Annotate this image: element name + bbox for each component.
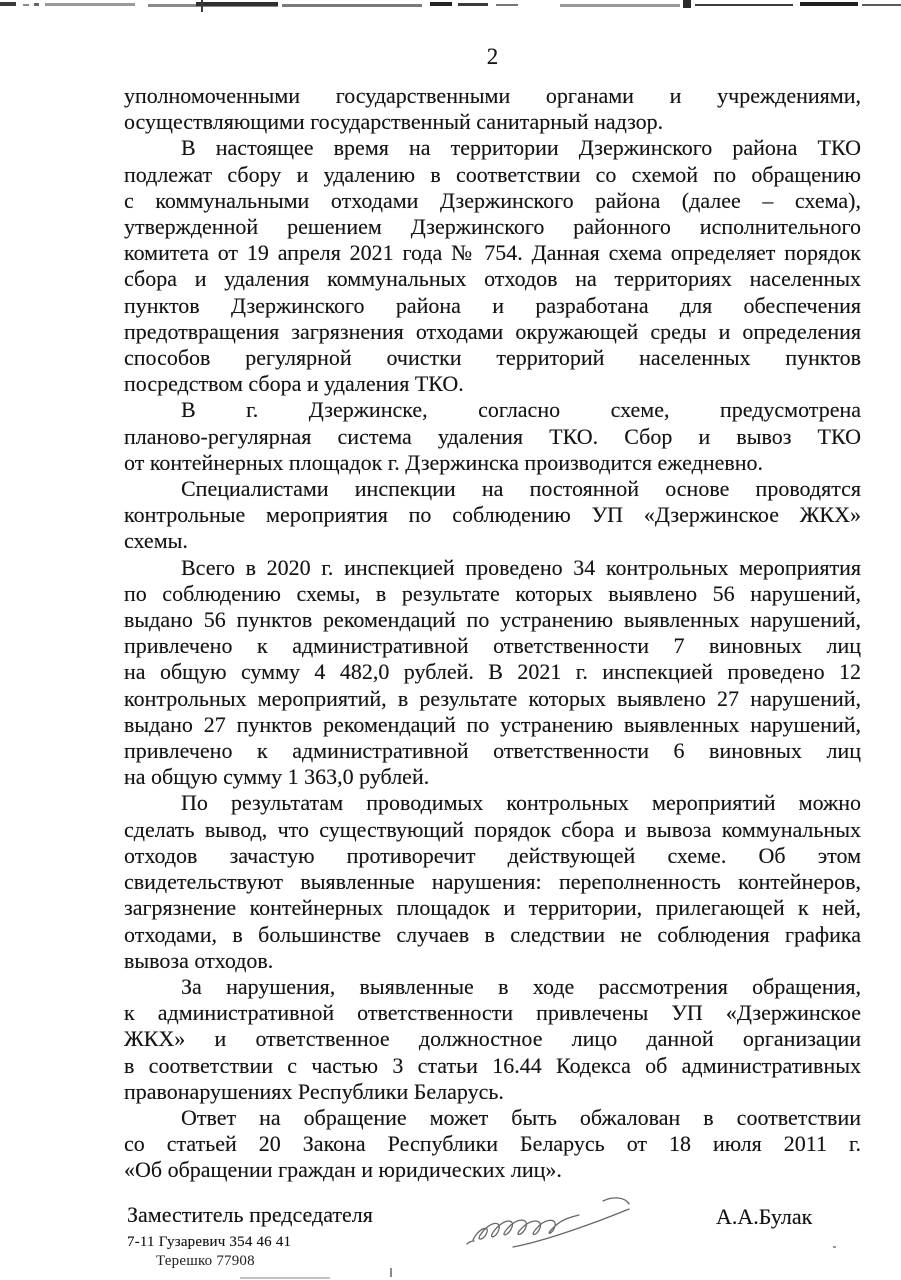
text-line: по соблюдению схемы, в результате которых выявлено 56 нарушений,	[124, 580, 861, 606]
scan-artifact-top-line	[0, 2, 16, 6]
scan-artifact-top-line	[45, 3, 135, 6]
signer-name: А.А.Булак	[716, 1204, 813, 1229]
scan-artifact-top-line	[148, 4, 278, 7]
scan-artifact-top-line	[800, 2, 858, 6]
document-body	[124, 83, 861, 1184]
text-line: контрольных мероприятий, в результате которых выявлено 27 нарушений,	[124, 685, 861, 711]
scan-artifact-top-blob	[683, 0, 691, 8]
text-line: на общую сумму 4 482,0 рублей. В 2021 г. инспекцией проведено 12	[124, 659, 861, 685]
scan-artifact-top-line	[196, 2, 278, 6]
text-line: подлежат сбору и удалению в соответствии со схемой по обращению	[124, 161, 861, 187]
scan-artifact-top-line	[430, 2, 452, 6]
text-line: отходов зачастую противоречит действующей схеме. Об этом	[124, 842, 861, 868]
text-line: предотвращения загрязнения отходами окружающей среды и определения	[124, 318, 861, 344]
text-line: привлечено к административной ответственности 7 виновных лиц	[124, 633, 861, 659]
text-line: сделать вывод, что существующий порядок сбора и вывоза коммунальных	[124, 816, 861, 842]
scan-artifact-speck	[240, 1277, 330, 1279]
text-line: отходами, в большинстве случаев в следствии не соблюдения графика	[124, 921, 861, 947]
scan-artifact-top-line	[282, 4, 422, 7]
scan-artifact-top-line	[862, 4, 901, 6]
scan-artifact-top-line	[458, 3, 488, 6]
scan-artifact-speck	[390, 1268, 392, 1277]
scan-artifact-top-line	[496, 4, 518, 6]
text-line: сбора и удаления коммунальных отходов на территориях населенных	[124, 266, 861, 292]
text-line: посредством сбора и удаления ТКО.	[124, 371, 464, 397]
scan-artifact-top-line	[695, 4, 793, 6]
text-line: уполномоченными государственными органами и учреждениями,	[124, 83, 861, 108]
text-line: Ответ на обращение может быть обжалован в соответствии	[181, 1104, 861, 1130]
text-line: планово-регулярная система удаления ТКО. Сбор и вывоз ТКО	[124, 423, 861, 449]
text-line: в соответствии с частью 3 статьи 16.44 Кодекса об административных	[124, 1052, 861, 1078]
scan-artifact-speck	[833, 1246, 836, 1248]
footer-contact-line: 7-11 Гузаревич 354 46 41	[127, 1234, 292, 1250]
scan-artifact-top-line	[34, 3, 39, 6]
text-line: В г. Дзержинске, согласно схеме, предусмотрена	[181, 397, 861, 423]
footer-contact-line: Терешко 77908	[156, 1253, 255, 1269]
text-line: к административной ответственности привлечены УП «Дзержинское	[124, 1000, 861, 1026]
text-line: способов регулярной очистки территорий населенных пунктов	[124, 345, 861, 371]
text-line: привлечено к административной ответственности 6 виновных лиц	[124, 738, 861, 764]
scan-artifact-top-line	[560, 4, 680, 7]
text-line: выдано 56 пунктов рекомендаций по устранению выявленных нарушений,	[124, 607, 861, 633]
text-line: со статьей 20 Закона Республики Беларусь от 18 июля 2011 г.	[124, 1131, 861, 1157]
text-line: По результатам проводимых контрольных мероприятий можно	[181, 790, 861, 816]
text-line: осуществляющими государственный санитарный надзор.	[124, 109, 664, 135]
text-line: от контейнерных площадок г. Дзержинска производится ежедневно.	[124, 449, 764, 475]
text-line: с коммунальными отходами Дзержинского района (далее – схема),	[124, 187, 861, 213]
text-line: «Об обращении граждан и юридических лиц».	[124, 1157, 562, 1183]
scan-artifact-top-line	[23, 4, 29, 6]
page-number: 2	[486, 44, 499, 69]
scan-artifact-top-tick	[201, 0, 203, 12]
text-line: загрязнение контейнерных площадок и территории, прилегающей к ней,	[124, 895, 861, 921]
text-line: За нарушения, выявленные в ходе рассмотрения обращения,	[181, 973, 861, 999]
text-line: на общую сумму 1 363,0 рублей.	[124, 764, 430, 790]
signer-position-title: Заместитель председателя	[127, 1202, 373, 1227]
text-line: правонарушениях Республики Беларусь.	[124, 1078, 504, 1104]
text-line: выдано 27 пунктов рекомендаций по устранению выявленных нарушений,	[124, 711, 861, 737]
text-line: утвержденной решением Дзержинского районного исполнительного	[124, 214, 861, 240]
text-line: схемы.	[124, 528, 188, 554]
text-line: Специалистами инспекции на постоянной основе проводятся	[181, 476, 861, 502]
text-line: В настоящее время на территории Дзержинского района ТКО	[181, 135, 861, 161]
signature-scribble	[455, 1192, 670, 1254]
text-line: контрольные мероприятия по соблюдению УП «Дзержинское ЖКХ»	[124, 502, 861, 528]
text-line: ЖКХ» и ответственное должностное лицо данной организации	[124, 1026, 861, 1052]
text-line: комитета от 19 апреля 2021 года № 754. Данная схема определяет порядок	[124, 240, 861, 266]
text-line: Всего в 2020 г. инспекцией проведено 34 контрольных мероприятия	[181, 554, 861, 580]
text-line: вывоза отходов.	[124, 947, 274, 973]
text-line: свидетельствуют выявленные нарушения: переполненность контейнеров,	[124, 869, 861, 895]
text-line: пунктов Дзержинского района и разработана для обеспечения	[124, 292, 861, 318]
